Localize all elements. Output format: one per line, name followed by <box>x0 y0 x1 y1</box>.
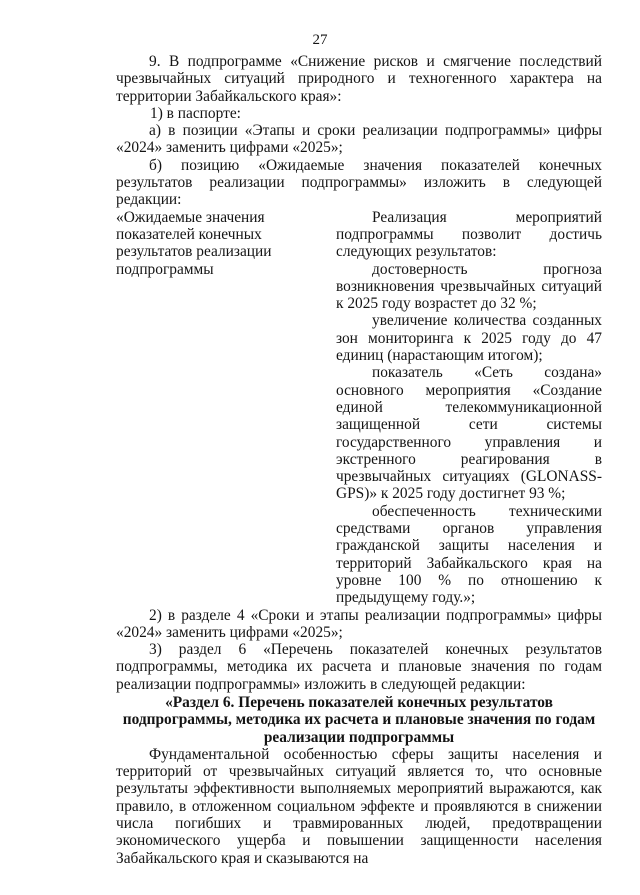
paragraph-b: б) позицию «Ожидаемые значения показателей конечных результатов реализации подпрограммы» изложить в следующей редакции: <box>116 156 602 209</box>
table-right-intro: Реализация мероприятий подпрограммы позволит достичь следующих результатов: <box>336 208 602 261</box>
result-item: достоверность прогноза возникновения чрезвычайных ситуаций к 2025 году возрастет до 32 %; <box>336 260 602 313</box>
page-number: 27 <box>312 32 328 48</box>
paragraph-1-passport: 1) в паспорте: <box>150 104 241 122</box>
paragraph-2: 2) в разделе 4 «Сроки и этапы реализации подпрограммы» цифры «2024» заменить цифрами «2025»; <box>116 606 602 641</box>
table-left-text: «Ожидаемые значения показателей конечных результатов реализации подпрограммы <box>116 208 272 278</box>
section-6-heading: «Раздел 6. Перечень показателей конечных результатов подпрограммы, методика их расчета и плановые значения по годам реализации подпрограммы <box>122 693 596 746</box>
section-6-body: Фундаментальной особенностью сферы защиты населения и территорий от чрезвычайных ситуаций является то, что основные результаты эффективности выполняемых мероприятий выражаются, как правило, в отложенном социальном эффекте и проявляются в снижении числа погибших и травмированных людей, предотвращении экономического ущерба и повышении защищенности населения Забайкальского края и сказываются на <box>116 745 602 867</box>
table-left-cell <box>116 209 336 607</box>
result-item: увеличение количества созданных зон мониторинга к 2025 году до 47 единиц (нарастающим итогом); <box>336 312 602 365</box>
result-item: показатель «Сеть создана» основного мероприятия «Создание единой телекоммуникационной защищенной сети системы государственного управления и экстренного реагирования в чрезвычайных ситуациях (GLONASS-GPS)» к 2025 году достигнет 93 %; <box>336 364 602 503</box>
paragraph-a: а) в позиции «Этапы и сроки реализации подпрограммы» цифры «2024» заменить цифрами «2025»; <box>116 122 602 157</box>
result-item: обеспеченность техническими средствами органов управления гражданской защиты населения и территорий Забайкальского края на уровне 100 % по отношению к предыдущему году.»; <box>336 502 602 607</box>
paragraph-9: 9. В подпрограмме «Снижение рисков и смягчение последствий чрезвычайных ситуаций природного и техногенного характера на территории Забайкальского края»: <box>116 53 602 105</box>
paragraph-3: 3) раздел 6 «Перечень показателей конечных результатов подпрограммы, методика их расчета и плановые значения по годам реализации подпрограммы» изложить в следующей редакции: <box>116 641 602 693</box>
table-right-cell <box>336 209 602 607</box>
passport-table <box>116 209 602 607</box>
document-body <box>116 53 602 867</box>
